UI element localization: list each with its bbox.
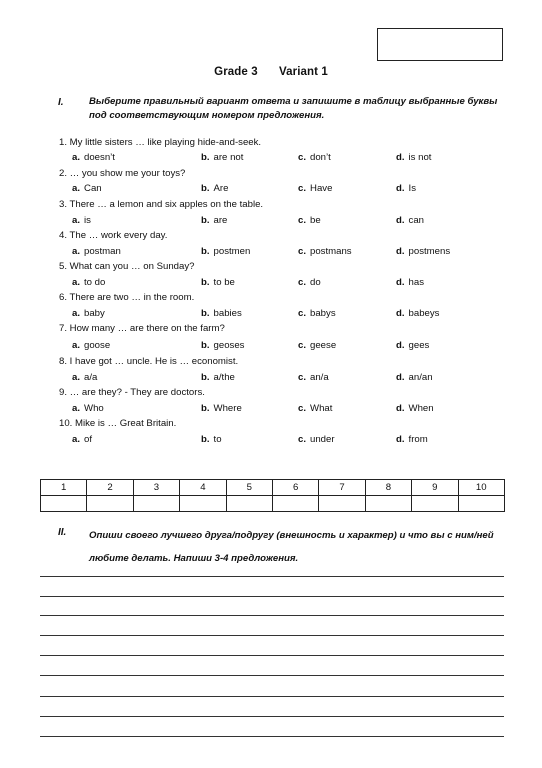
option-d[interactable]: d. postmens [396, 246, 451, 257]
option-d[interactable]: d. from [396, 434, 428, 445]
option-c[interactable]: c. don’t [298, 152, 331, 163]
answer-cell[interactable] [180, 496, 226, 512]
answer-header-cell: 5 [226, 480, 272, 496]
option-b[interactable]: b. postmen [201, 246, 251, 257]
options-7 [0, 340, 542, 353]
writing-line[interactable] [40, 635, 504, 636]
options-8 [0, 372, 542, 385]
option-c[interactable]: c. geese [298, 340, 337, 351]
writing-line[interactable] [40, 716, 504, 717]
question-2: 2. … you show me your toys? [59, 168, 186, 179]
option-d[interactable]: d. has [396, 277, 424, 288]
writing-line[interactable] [40, 615, 504, 616]
answer-cell[interactable] [226, 496, 272, 512]
answer-table [40, 479, 505, 512]
option-a[interactable]: a. postman [72, 246, 121, 257]
option-b[interactable]: b. to be [201, 277, 235, 288]
variant-label: Variant 1 [278, 66, 328, 78]
answer-header-cell: 3 [133, 480, 179, 496]
options-3 [0, 215, 542, 228]
answer-cell[interactable] [41, 496, 87, 512]
question-8: 8. I have got … uncle. He is … economist. [59, 356, 239, 367]
question-4: 4. The … work every day. [59, 230, 168, 241]
option-c[interactable]: c. Have [298, 183, 333, 194]
option-b[interactable]: b. are [201, 215, 228, 226]
answer-cell[interactable] [272, 496, 318, 512]
answer-cell[interactable] [133, 496, 179, 512]
answer-table-header-row [41, 480, 505, 496]
answer-header-cell: 6 [272, 480, 318, 496]
question-3: 3. There … a lemon and six apples on the table. [59, 199, 264, 210]
option-a[interactable]: a. Can [72, 183, 102, 194]
answer-header-cell: 1 [41, 480, 87, 496]
section-2-instruction-line-2: любите делать. Напиши 3-4 предложения. [89, 553, 299, 564]
option-b[interactable]: b. to [201, 434, 222, 445]
options-6 [0, 308, 542, 321]
option-b[interactable]: b. babies [201, 308, 242, 319]
option-c[interactable]: c. postmans [298, 246, 352, 257]
answer-header-cell: 2 [87, 480, 133, 496]
options-2 [0, 183, 542, 196]
option-a[interactable]: a. to do [72, 277, 106, 288]
writing-line[interactable] [40, 675, 504, 676]
option-b[interactable]: b. a/the [201, 372, 235, 383]
option-a[interactable]: a. of [72, 434, 93, 445]
writing-line[interactable] [40, 736, 504, 737]
options-5 [0, 277, 542, 290]
writing-line[interactable] [40, 696, 504, 697]
options-9 [0, 403, 542, 416]
option-d[interactable]: d. gees [396, 340, 430, 351]
option-a[interactable]: a. goose [72, 340, 111, 351]
option-a[interactable]: a. is [72, 215, 91, 226]
option-a[interactable]: a. Who [72, 403, 104, 414]
answer-table-input-row [41, 496, 505, 512]
page-title [0, 66, 542, 78]
question-1: 1. My little sisters … like playing hide-and-seek. [59, 137, 262, 148]
answer-header-cell: 4 [180, 480, 226, 496]
question-5: 5. What can you … on Sunday? [59, 261, 195, 272]
option-c[interactable]: c. What [298, 403, 333, 414]
options-10 [0, 434, 542, 447]
option-c[interactable]: c. babys [298, 308, 336, 319]
section-1-number: I. [58, 97, 64, 108]
answer-cell[interactable] [458, 496, 504, 512]
option-d[interactable]: d. an/an [396, 372, 433, 383]
answer-header-cell: 9 [412, 480, 458, 496]
answer-header-cell: 8 [365, 480, 411, 496]
option-c[interactable]: c. under [298, 434, 335, 445]
answer-cell[interactable] [87, 496, 133, 512]
question-10: 10. Mike is … Great Britain. [59, 418, 177, 429]
option-c[interactable]: c. an/a [298, 372, 329, 383]
option-b[interactable]: b. Are [201, 183, 229, 194]
section-1-instruction: Выберите правильный вариант ответа и запишите в таблицу выбранные буквы под соответствующим номером предложения. [89, 96, 498, 121]
option-d[interactable]: d. is not [396, 152, 432, 163]
option-d[interactable]: d. When [396, 403, 434, 414]
option-b[interactable]: b. are not [201, 152, 244, 163]
option-a[interactable]: a. a/a [72, 372, 98, 383]
option-d[interactable]: d. can [396, 215, 424, 226]
answer-cell[interactable] [412, 496, 458, 512]
option-c[interactable]: c. be [298, 215, 321, 226]
option-a[interactable]: a. baby [72, 308, 105, 319]
section-2-instruction [89, 524, 509, 570]
answer-cell[interactable] [319, 496, 365, 512]
option-b[interactable]: b. geoses [201, 340, 245, 351]
grade-label: Grade 3 [214, 66, 258, 78]
options-1 [0, 152, 542, 165]
section-2-number: II. [58, 527, 67, 538]
writing-line[interactable] [40, 655, 504, 656]
question-9: 9. … are they? - They are doctors. [59, 387, 205, 398]
section-2-instruction-line-1: Опиши своего лучшего друга/подругу (внешность и характер) и что вы с ним/ней [89, 530, 494, 541]
score-box [377, 28, 503, 61]
answer-cell[interactable] [365, 496, 411, 512]
writing-line[interactable] [40, 576, 504, 577]
answer-header-cell: 7 [319, 480, 365, 496]
option-a[interactable]: a. doesn’t [72, 152, 115, 163]
options-4 [0, 246, 542, 259]
question-7: 7. How many … are there on the farm? [59, 323, 225, 334]
answer-header-cell: 10 [458, 480, 504, 496]
option-c[interactable]: c. do [298, 277, 321, 288]
question-6: 6. There are two … in the room. [59, 292, 195, 303]
option-d[interactable]: d. babeys [396, 308, 440, 319]
option-b[interactable]: b. Where [201, 403, 242, 414]
option-d[interactable]: d. Is [396, 183, 416, 194]
writing-line[interactable] [40, 596, 504, 597]
